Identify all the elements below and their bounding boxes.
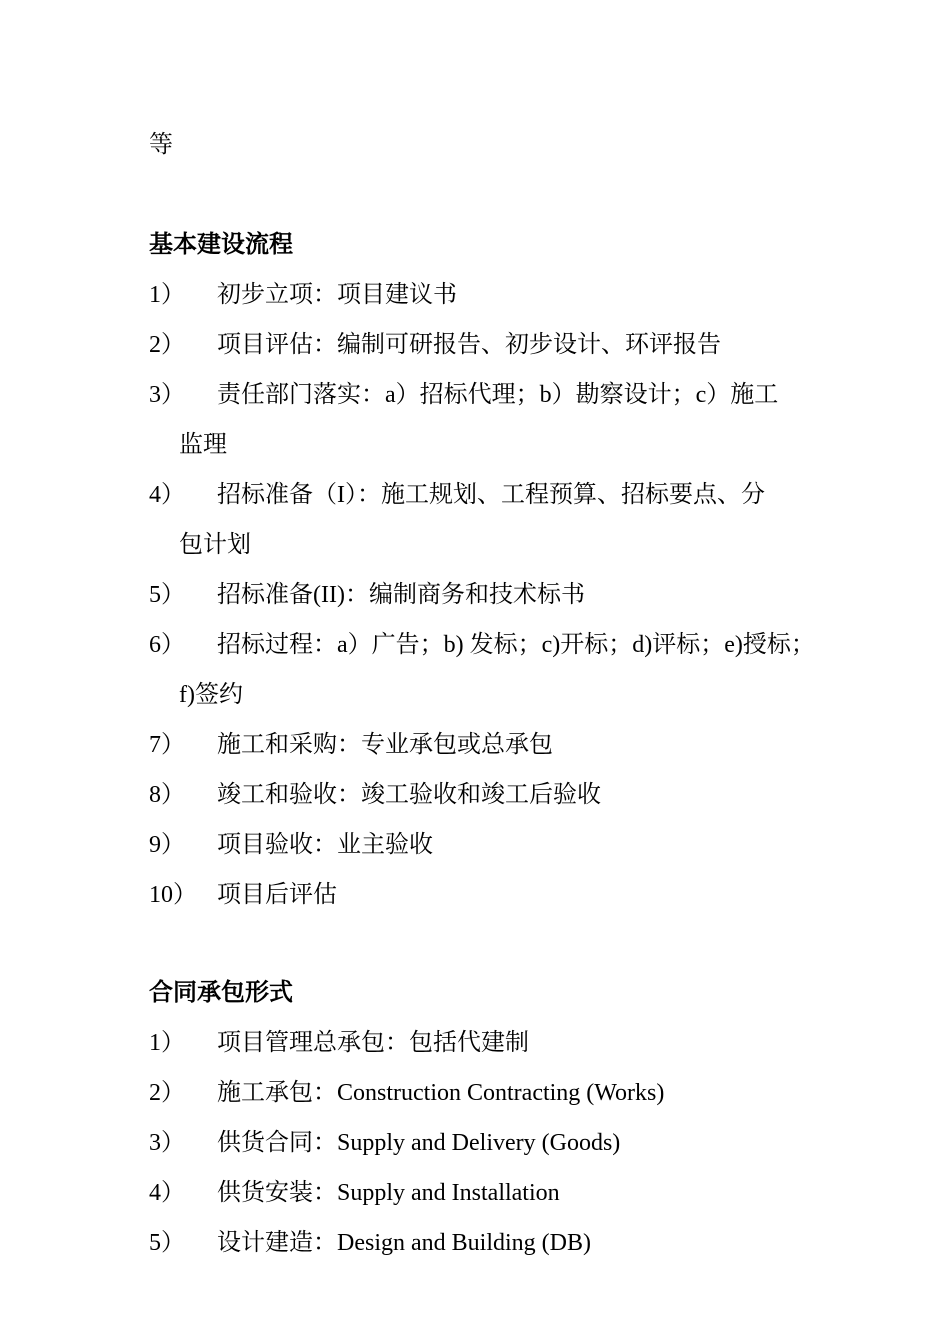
- list-item: [149, 280, 849, 310]
- item-number: 7）: [149, 732, 185, 758]
- list-item: [149, 780, 849, 810]
- item-text: 招标准备(II)：编制商务和技术标书: [217, 582, 585, 608]
- item-number: 9）: [149, 832, 185, 858]
- item-text: 项目验收：业主验收: [217, 832, 433, 858]
- item-text: 招标准备（I）：施工规划、工程预算、招标要点、分: [217, 482, 765, 508]
- item-text: 竣工和验收：竣工验收和竣工后验收: [217, 782, 601, 808]
- item-number: 3）: [149, 382, 185, 408]
- list-item: [149, 1228, 849, 1258]
- list-item: [149, 730, 849, 760]
- item-text-continued: f)签约: [179, 682, 243, 708]
- item-text: 供货安装：Supply and Installation: [217, 1180, 560, 1206]
- item-text: 供货合同：Supply and Delivery (Goods): [217, 1130, 621, 1156]
- item-text-continued: 监理: [179, 432, 227, 458]
- list-item: [149, 480, 849, 560]
- list-item: [149, 880, 849, 910]
- item-number: 2）: [149, 332, 185, 358]
- item-text: 项目管理总承包：包括代建制: [217, 1030, 529, 1056]
- process-list: [149, 280, 849, 910]
- section-construction-process: [149, 230, 849, 930]
- item-text: 责任部门落实：a）招标代理；b）勘察设计；c）施工: [217, 382, 779, 408]
- item-number: 8）: [149, 782, 185, 808]
- list-item: [149, 380, 849, 460]
- section-contract-forms: [149, 978, 849, 1278]
- item-number: 1）: [149, 1030, 185, 1056]
- item-number: 4）: [149, 482, 185, 508]
- item-number: 1）: [149, 282, 185, 308]
- list-item: [149, 1028, 849, 1058]
- item-number: 5）: [149, 582, 185, 608]
- item-text: 施工承包：Construction Contracting (Works): [217, 1080, 665, 1106]
- item-number: 5）: [149, 1230, 185, 1256]
- item-text: 施工和采购：专业承包或总承包: [217, 732, 553, 758]
- item-text: 设计建造：Design and Building (DB): [217, 1230, 591, 1256]
- item-text: 初步立项：项目建议书: [217, 282, 457, 308]
- item-text: 项目后评估: [217, 882, 337, 908]
- list-item: [149, 330, 849, 360]
- list-item: [149, 630, 849, 710]
- item-text-continued: 包计划: [179, 532, 251, 558]
- item-text: 招标过程：a）广告；b) 发标；c)开标；d)评标；e)授标；: [217, 632, 815, 658]
- list-item: [149, 1078, 849, 1108]
- item-number: 10）: [149, 882, 197, 908]
- list-item: [149, 1178, 849, 1208]
- list-item: [149, 1128, 849, 1158]
- leading-text: 等: [149, 132, 173, 158]
- item-number: 2）: [149, 1080, 185, 1106]
- item-number: 6）: [149, 632, 185, 658]
- list-item: [149, 580, 849, 610]
- item-number: 4）: [149, 1180, 185, 1206]
- contract-list: [149, 1028, 849, 1258]
- section-title: 合同承包形式: [149, 980, 293, 1006]
- item-number: 3）: [149, 1130, 185, 1156]
- section-title: 基本建设流程: [149, 232, 293, 258]
- list-item: [149, 830, 849, 860]
- item-text: 项目评估：编制可研报告、初步设计、环评报告: [217, 332, 721, 358]
